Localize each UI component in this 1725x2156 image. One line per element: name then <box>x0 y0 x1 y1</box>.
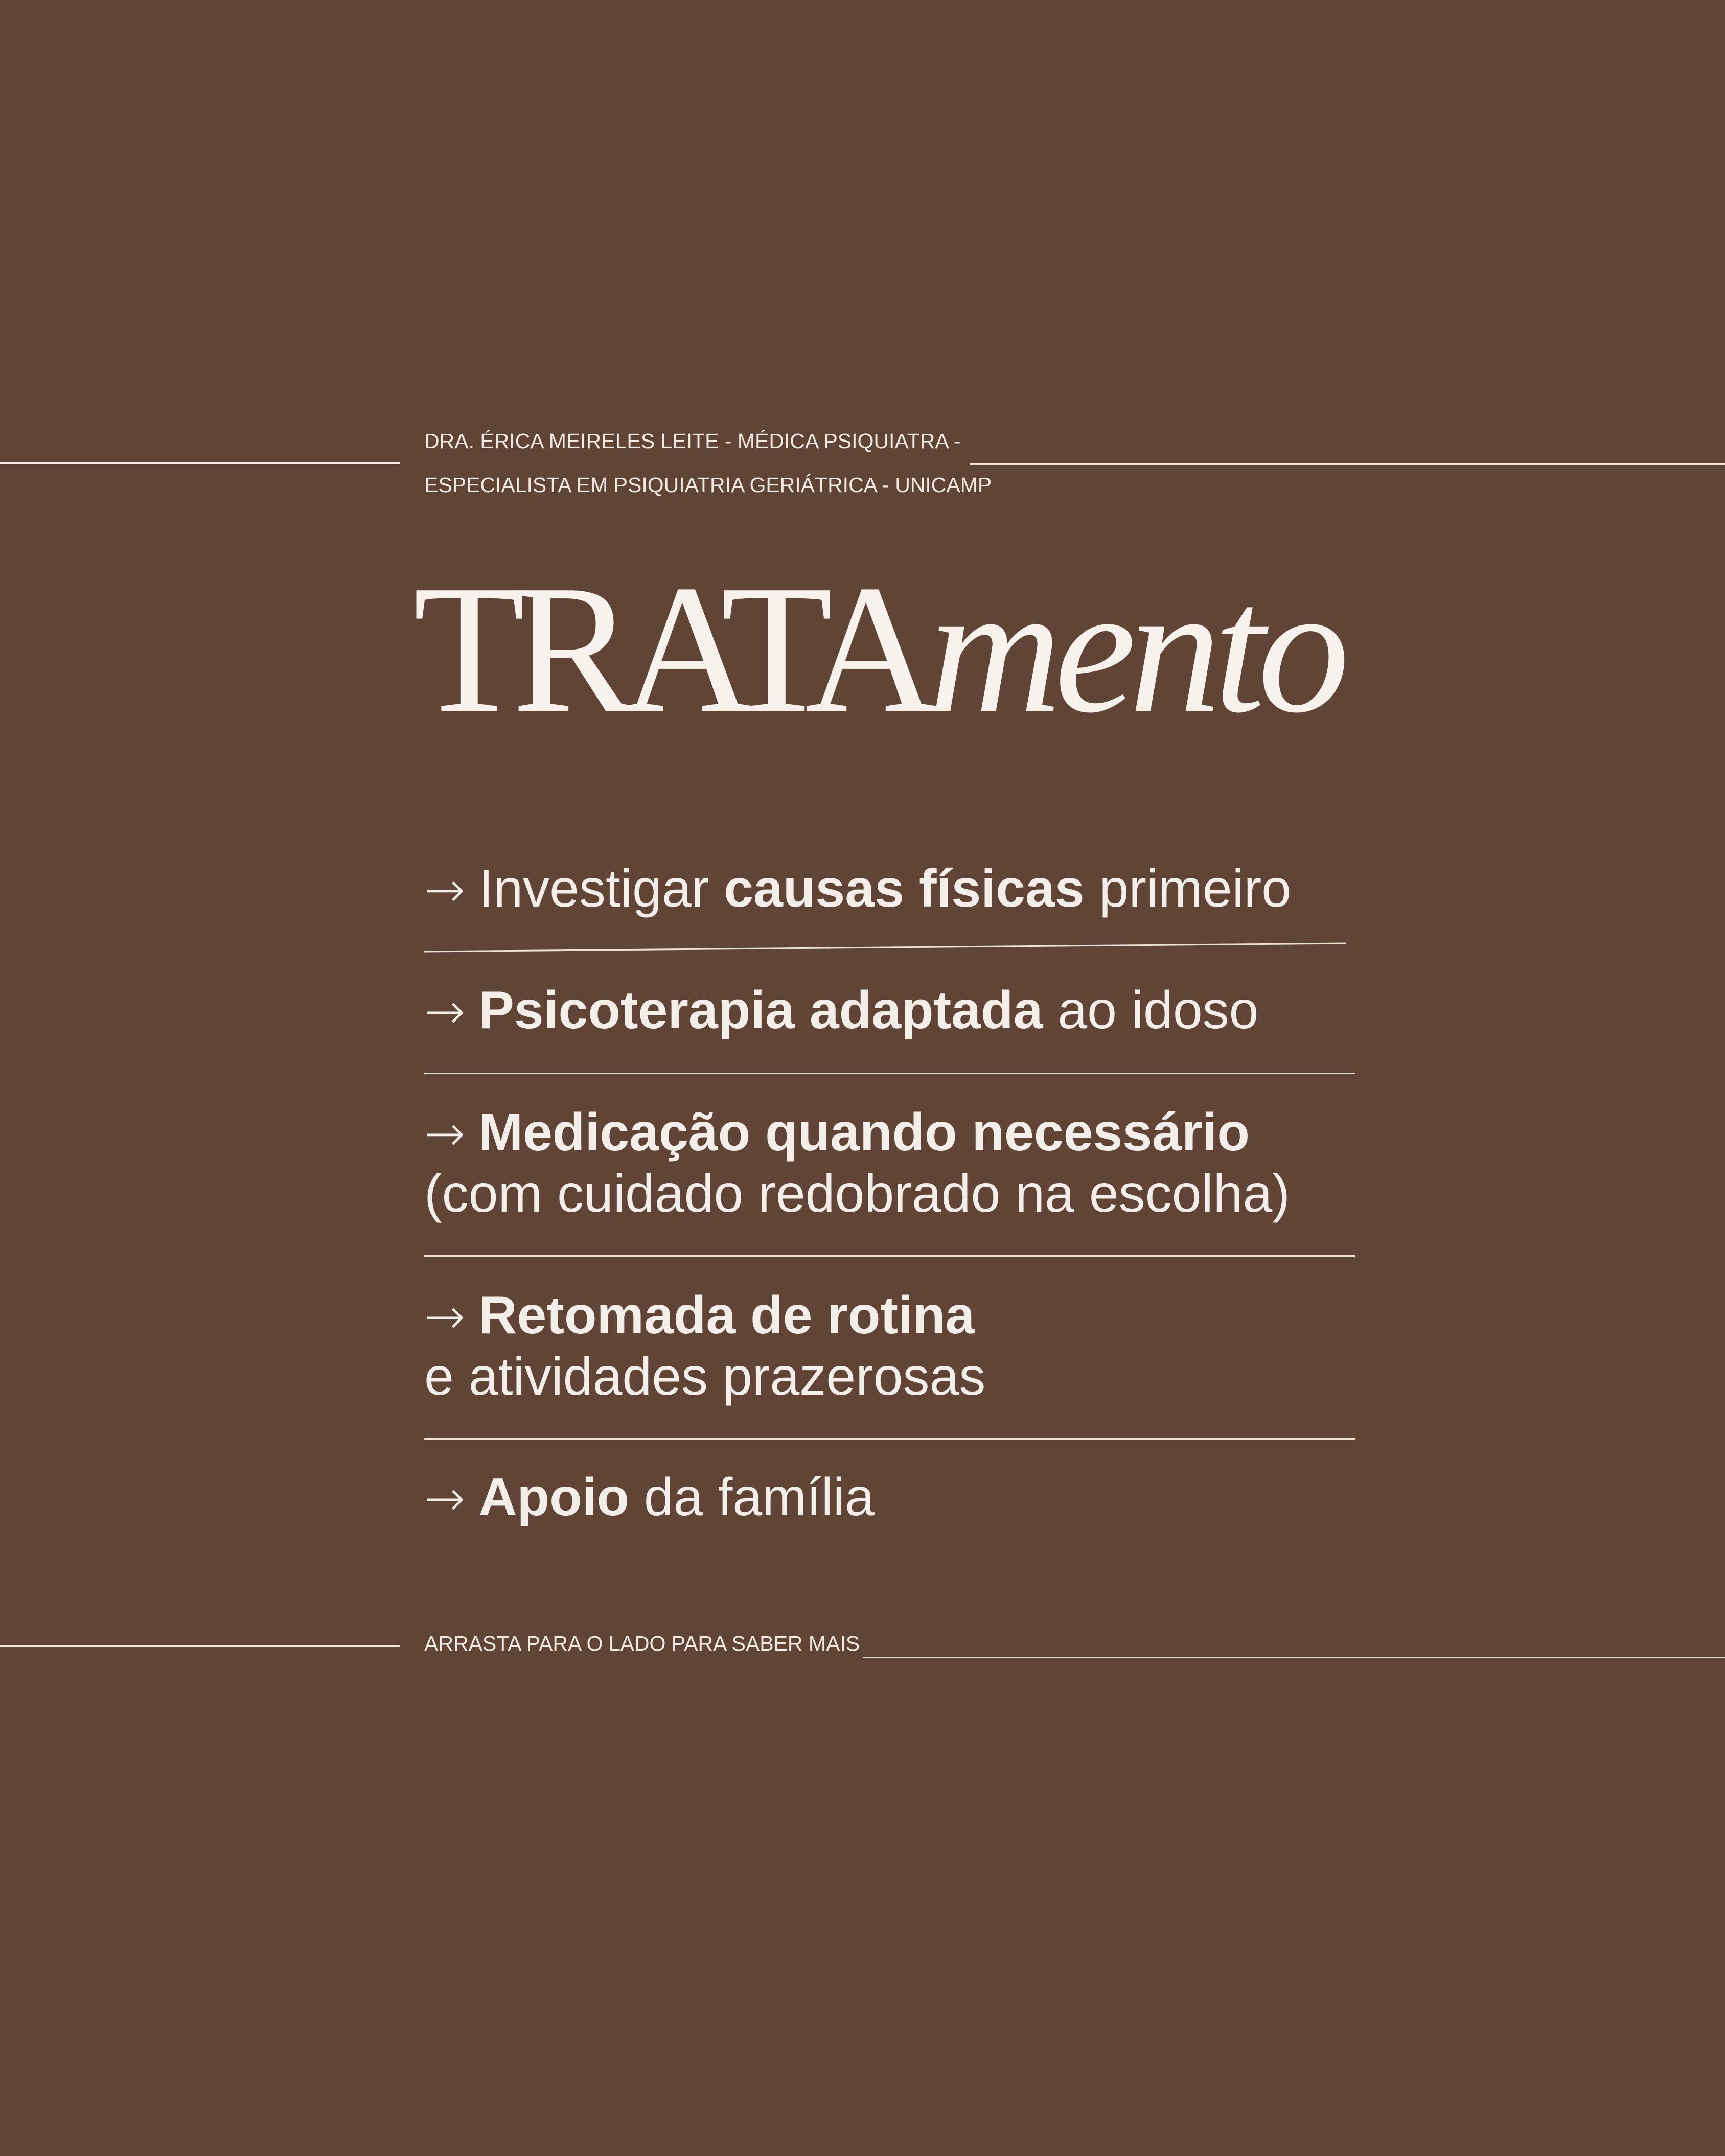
item-text-line2: (com cuidado redobrado na escolha) <box>424 1164 1290 1223</box>
list-item <box>424 1285 985 1407</box>
item-text-bold: Medicação quando necessário <box>478 1103 1250 1162</box>
author-line-2: ESPECIALISTA EM PSIQUIATRIA GERIÁTRICA - UNICAMP <box>424 473 992 497</box>
arrow-right-icon: → <box>424 861 466 918</box>
divider <box>424 1438 1355 1440</box>
footer-left-line <box>0 1645 400 1647</box>
item-text-post: primeiro <box>1084 859 1292 918</box>
item-text-post: ao idoso <box>1043 981 1259 1040</box>
arrow-right-icon: → <box>424 1288 466 1345</box>
underline-rule <box>423 939 1348 954</box>
page-title <box>413 547 1343 751</box>
list-item <box>424 1102 1290 1224</box>
item-text-pre: Investigar <box>478 859 724 918</box>
divider <box>424 1255 1355 1257</box>
author-line-1: DRA. ÉRICA MEIRELES LEITE - MÉDICA PSIQUIATRA - <box>424 429 961 453</box>
header-right-line <box>970 463 1725 465</box>
header-left-line <box>0 462 400 464</box>
item-text-line2: e atividades prazerosas <box>424 1347 986 1406</box>
title-italic: mento <box>929 547 1343 751</box>
arrow-right-icon: → <box>424 1105 466 1162</box>
title-caps: TRATA <box>413 547 925 751</box>
swipe-hint: ARRASTA PARA O LADO PARA SABER MAIS <box>424 1632 860 1655</box>
arrow-right-icon: → <box>424 1470 466 1527</box>
list-item <box>424 1467 875 1528</box>
item-text-bold: Psicoterapia adaptada <box>478 981 1043 1040</box>
list-item <box>424 859 1291 920</box>
item-text-post: da família <box>629 1468 875 1527</box>
divider <box>424 1073 1355 1074</box>
author-credit <box>424 419 992 507</box>
item-text-bold: causas físicas <box>724 859 1085 918</box>
item-text-bold: Apoio <box>478 1468 630 1527</box>
list-item <box>424 980 1259 1041</box>
footer-right-line <box>863 1657 1725 1658</box>
item-text-bold: Retomada de rotina <box>478 1286 975 1345</box>
arrow-right-icon: → <box>424 983 466 1040</box>
